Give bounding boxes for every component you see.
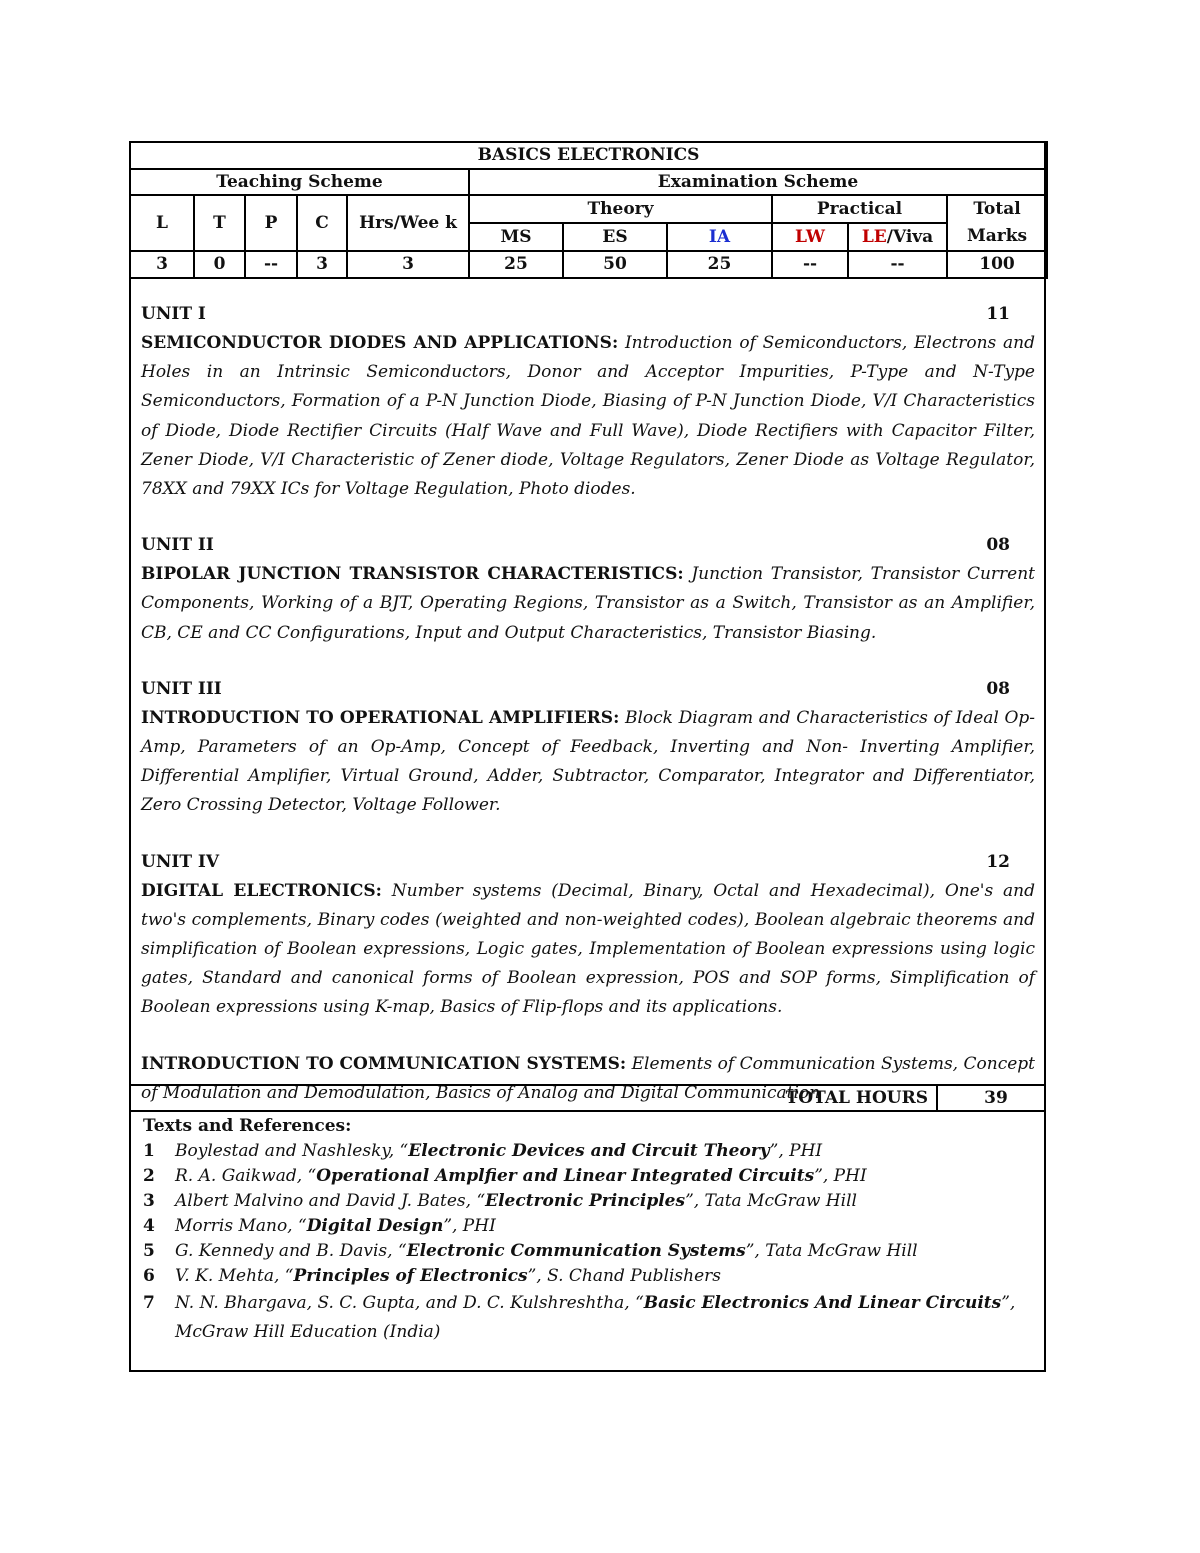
col-l: L [130, 195, 194, 251]
value-cell: -- [848, 251, 947, 278]
value-cell: -- [772, 251, 848, 278]
value-cell: 3 [347, 251, 469, 278]
course-title: BASICS ELECTRONICS [130, 142, 1047, 169]
reference-item [143, 1239, 1033, 1264]
reference-publisher: ”, Tata McGraw Hill [685, 1191, 857, 1211]
units-section [141, 300, 1035, 1135]
comm-text: Elements of Communication Systems, Concept of Modulation and Demodulation, Basics of Analog and Digital Communication [141, 1053, 1036, 1103]
reference-author: V. K. Mehta, “ [175, 1266, 294, 1286]
unit-heading: BIPOLAR JUNCTION TRANSISTOR CHARACTERISTICS: [141, 564, 684, 585]
examination-scheme-header: Examination Scheme [469, 169, 1047, 195]
unit-heading: INTRODUCTION TO OPERATIONAL AMPLIFIERS: [141, 707, 620, 728]
reference-title: Electronic Principles [485, 1191, 686, 1211]
reference-author: G. Kennedy and B. Davis, “ [175, 1241, 407, 1261]
value-cell: 25 [667, 251, 772, 278]
unit-4 [141, 848, 1035, 1023]
value-cell: 50 [563, 251, 667, 278]
reference-item [143, 1214, 1033, 1239]
unit-hours: 12 [986, 851, 1010, 872]
value-cell: 3 [130, 251, 194, 278]
reference-item [143, 1189, 1033, 1214]
le-label: LE [861, 226, 887, 247]
col-t: T [194, 195, 245, 251]
unit-heading: DIGITAL ELECTRONICS: [141, 880, 382, 901]
unit-text: Number systems (Decimal, Binary, Octal and Hexadecimal), One's and two's complements, Binary codes (weighted and non-weighted codes), Boolean algebraic theorems and simplification of Boolean expressions, Logic gates, Implementation of Boolean expressions using logic gates, Standard and canonical forms of Boolean expression, POS and SOP forms, Simplification of Boolean expressions using K-map, Basics of Flip-flops and its applications. [141, 880, 1035, 1018]
unit-title: UNIT I [141, 304, 206, 324]
reference-number: 6 [143, 1266, 155, 1286]
col-ia: IA [667, 223, 772, 251]
unit-title: UNIT IV [141, 851, 220, 872]
unit-title: UNIT III [141, 678, 222, 699]
unit-text: Block Diagram and Characteristics of Ideal Op-Amp, Parameters of an Op-Amp, Concept of Feedback, Inverting and Non- Inverting Amplifier, Differential Amplifier, Virtual Ground, Adder, Subtractor, Comparator, Integrator and Differentiator, Zero Crossing Detector, Voltage Follower. [141, 707, 1036, 816]
viva-label: /Viva [886, 226, 934, 247]
reference-author: N. N. Bhargava, S. C. Gupta, and D. C. Kulshreshtha, “ [175, 1293, 644, 1313]
scheme-table [129, 141, 1048, 279]
reference-title: Principles of Electronics [293, 1266, 528, 1286]
comm-heading: INTRODUCTION TO COMMUNICATION SYSTEMS: [141, 1053, 627, 1074]
practical-header: Practical [772, 195, 947, 223]
reference-number: 3 [143, 1191, 155, 1211]
total-hours-row [129, 1084, 1046, 1112]
reference-publisher: ”, PHI [814, 1166, 867, 1186]
unit-1 [141, 300, 1035, 504]
teaching-scheme-header: Teaching Scheme [130, 169, 469, 195]
unit-2 [141, 531, 1035, 648]
unit-title: UNIT II [141, 535, 214, 556]
total-hours-label: TOTAL HOURS [728, 1086, 938, 1110]
unit-hours: 11 [986, 304, 1010, 324]
unit-heading: SEMICONDUCTOR DIODES AND APPLICATIONS: [141, 333, 619, 353]
col-es: ES [563, 223, 667, 251]
references-section [143, 1113, 1033, 1347]
theory-header: Theory [469, 195, 772, 223]
reference-publisher: ”, McGraw Hill Education (India) [175, 1293, 1016, 1342]
reference-author: R. A. Gaikwad, “ [175, 1166, 317, 1186]
reference-number: 5 [143, 1241, 155, 1261]
reference-publisher: ”, PHI [443, 1216, 496, 1236]
reference-title: Electronic Devices and Circuit Theory [408, 1141, 770, 1161]
value-cell: 25 [469, 251, 563, 278]
unit-text: Introduction of Semiconductors, Electrons and Holes in an Intrinsic Semiconductors, Donor and Acceptor Impurities, P-Type and N-Type Semiconductors, Formation of a P-N Junction Diode, Biasing of P-N Junction Diode, V/I Characteristics of Diode, Diode Rectifier Circuits (Half Wave and Full Wave), Diode Rectifiers with Capacitor Filter, Zener Diode, V/I Characteristic of Zener diode, Voltage Regulators, Zener Diode as Voltage Regulator, 78XX and 79XX ICs for Voltage Regulation, Photo diodes. [141, 333, 1035, 500]
reference-author: Boylestad and Nashlesky, “ [175, 1141, 409, 1161]
reference-item [143, 1139, 1033, 1164]
reference-title: Digital Design [306, 1216, 444, 1236]
col-hrs: Hrs/Wee k [347, 195, 469, 251]
reference-item [143, 1264, 1033, 1289]
reference-number: 7 [143, 1293, 155, 1313]
value-cell: 3 [297, 251, 347, 278]
reference-author: Morris Mano, “ [175, 1216, 307, 1236]
reference-publisher: ”, Tata McGraw Hill [745, 1241, 918, 1261]
unit-hours: 08 [986, 678, 1010, 699]
reference-publisher: ”, PHI [769, 1141, 823, 1161]
value-cell: -- [245, 251, 297, 278]
reference-title: Operational Amplfier and Linear Integrated Circuits [316, 1166, 815, 1186]
total-marks-header: Total Marks [947, 195, 1047, 251]
reference-number: 2 [143, 1166, 155, 1186]
reference-number: 4 [143, 1216, 155, 1236]
col-le-viva [848, 223, 947, 251]
references-heading: Texts and References: [143, 1116, 352, 1136]
value-cell: 100 [947, 251, 1047, 278]
value-cell: 0 [194, 251, 245, 278]
col-p: P [245, 195, 297, 251]
total-hours-value: 39 [984, 1088, 1008, 1108]
reference-author: Albert Malvino and David J. Bates, “ [175, 1191, 486, 1211]
reference-number: 1 [143, 1141, 155, 1161]
col-lw: LW [772, 223, 848, 251]
reference-item [143, 1289, 1033, 1347]
reference-title: Electronic Communication Systems [406, 1241, 746, 1261]
reference-title: Basic Electronics And Linear Circuits [643, 1293, 1002, 1313]
unit-3 [141, 675, 1035, 821]
reference-item [143, 1164, 1033, 1189]
reference-publisher: ”, S. Chand Publishers [527, 1266, 721, 1286]
col-c: C [297, 195, 347, 251]
col-ms: MS [469, 223, 563, 251]
unit-text: Junction Transistor, Transistor Current Components, Working of a BJT, Operating Regions, Transistor as a Switch, Transistor as an Amplifier, CB, CE and CC Configurations, Input and Output Characteristics, Transistor Biasing. [141, 564, 1035, 643]
unit-hours: 08 [986, 535, 1010, 556]
